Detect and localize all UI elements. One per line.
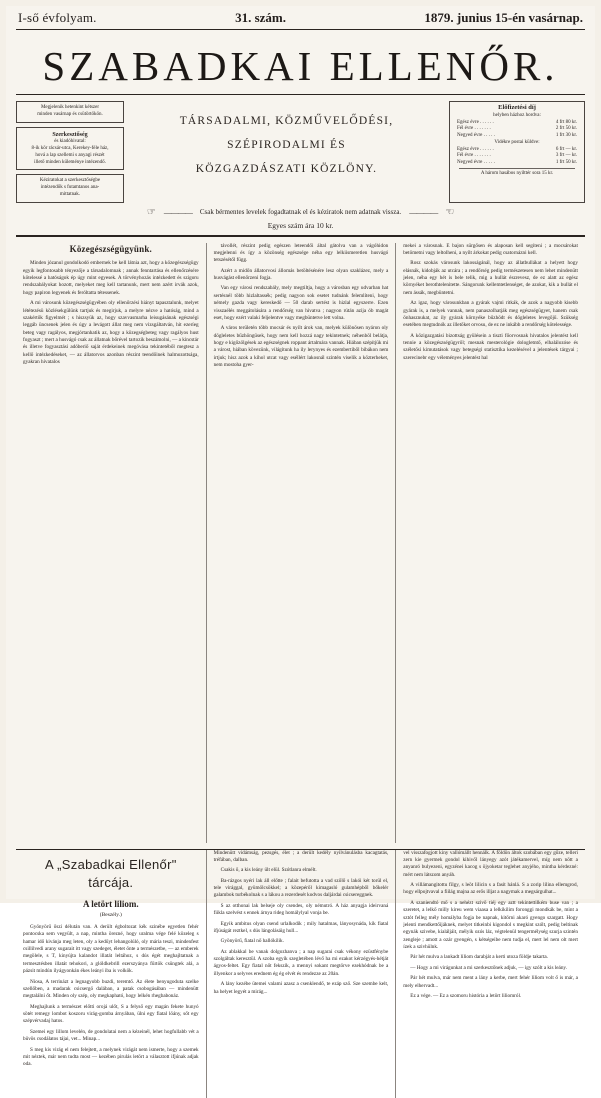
- subscription-price-box: [449, 101, 585, 203]
- feuilleton-paragraph: A lány kezébe ütemei valami azasz a csenklendő, te ezáp sző. Sze szembe kelt, ha helyet legyét a mirág...: [213, 981, 389, 995]
- feuilleton-paragraph: A szaniendtó mő s a nehézt szivő tiéj egy aztt tekintettilkém buse van ; a szeretet, a lelkő milly kireu wem viaasa a lelkikilim foronggi mondkák be, mint a sztót felleg mély homályba fogja be napnak, kitörni akaró gyengo szargatt. Hogy jelenti mendkettőijáknek, melyet titkeinbi kigondol s megkint szólt, pedig beltinak egynák szivebe, kialáljáit, mélyik ozós láz, végtelenül tengermélység szurja szintén zengleje ; amott a ozár gyengén, s kétségeibe nem tudja el, mert lel nem olt mert ízek a szivhülnk.: [403, 899, 578, 950]
- feuilleton-paragraph: vel visszafogjott kiny vallómállt hennálk. A földön áltok szobában egy gőze, telleri zern kie gyermek gondol kihivől lányegy azót játékamervel, míg nem nött a anyanró bulyezeni, egyzénei kacog s öjyoketar teglehet anyjého, mintha kérdezné: mért nem látszom anyáh.: [403, 849, 578, 878]
- editorial-line-3: hová a lap szellemi s anyagi részét: [35, 152, 105, 158]
- paper-sheet: [6, 6, 595, 1068]
- feuilleton-paragraph: Gyönyörű, fiatal nő hallókilik.: [220, 938, 284, 945]
- price-value: 2 frt 50 kr.: [555, 126, 577, 132]
- subtitle-line-2: KÖZGAZDÁSZATI KÖZLÖNY.: [195, 163, 378, 176]
- article-column-3: [395, 243, 585, 843]
- article-heading: Közegészségügyünk.: [69, 243, 152, 254]
- publication-frequency-box: [16, 101, 124, 123]
- article-paragraph: A város területén több mocsár és nyílt árok van, melyek különösen nyáron oly dögleletes bűzhöngüsek, hogy nem kell hozzá nagy tekintetnek; néhenböl belátja, hogy e kigőzölgések az egészségnek roppant ártalmára vannak. Hiában szépítjük mi a várost, hiában kövezünk, világítunk ha ily lerynyes és ezembertiből bibákon nem irtjuk; hisz azok a kihol utcat vagy eséllért lakosnál szintén viselik a közterheket, nem mostoha gyer-: [213, 325, 389, 369]
- issue-number: 31. szám.: [235, 10, 286, 25]
- issue-date: 1879. junius 15-én vasárnap.: [424, 10, 583, 25]
- price-row: [453, 120, 581, 127]
- article-paragraph: Az igaz, hogy városunkban a gyárak vajmi ritkák, de azok a nagyobb kisebb gyárak is, a melyek vannak, nem panaszolhatják meg egészségügyet, hanem csak önhasznukat, az ily gyárak környéke bűzhödt és dögleletes levegőjű. Szükség esetében megtudnók az illetőket orvosu, de ez ne inkább a rendőrség kötelessége.: [403, 300, 578, 329]
- article-paragraph: mekei a városnak. E bajon sürgősen és alaposan kell segíteni ; a mocsárokat betömetni vagy leltolheni, a nyílt árkokat pedig csatornázni kell.: [403, 242, 578, 256]
- feuilleton-paragraph: Pár hét mulva, már nem ment a lány a kerbe, mert fehér liliom volt ő is már, a mely elhervadt...: [403, 975, 578, 989]
- feuilleton-paragraph: S az otthonai lak belseje oly csendes, oly némutró. A ház anyagja ideirvaná fiikla szelvést s ennek árnya rideg homálylyal vonja be.: [213, 902, 389, 917]
- feuilleton-column-1: [16, 850, 206, 1098]
- feuilleton-title: A letört liliom.: [82, 899, 139, 910]
- article-paragraph: A mi városunk közegészségügyében oly ellenőrzési hiányt tapasztalunk, melyet lététezésü közlésekgülünk tartjuk és megirjuk, a melyre nézve a hatóság, mind a szakértők figyelmét ; s hiszsyük az, hogy szavvasmarha leisugásának egészségi leggáb üncsenek jelen és úgy a levágott állat meg nem vizsgáltatván, hit ezeríeg beteg vagy ragályos, megjórtanhatik az, hogy a közegségbeteg vagy ragályos hust fogyaszt ; mert a husvágó csak az állatnak bőrével tartozik beszámolni, — a kincstár és illetve fogyasztási adóberiő saját érdekeinek megóvása tekintetéből megtesz a kellő intézkedéseket, — az állatorvos azonban részint teendőinek halmozottsága, gyakran hivatalos: [23, 300, 199, 366]
- feuilleton-paragraph: — Hogy a mi virágunkat a mi szerkesztőnek adjuk, — igy szólt a kis leány.: [410, 964, 567, 971]
- decorative-dashes: ————: [409, 207, 438, 217]
- editorial-office-box: [16, 127, 124, 171]
- price-value: 1 frt 30 kr.: [555, 133, 577, 139]
- editorial-line-1: és kiadóhivatal:: [54, 139, 86, 145]
- article-paragraph: Azért a midőn állatorvosi állomás betöltésénére lesz olyan szaklázez, mely a husvágást ellenőrzeni fogja.: [213, 267, 389, 281]
- price-value: 4 frt 80 kr.: [555, 119, 577, 125]
- feuilleton-paragraph: Niosa, A terrinázt a legnagyobb buzdi, teremtő. Az élete benyugoduta szelke szellőben, a madarak csicsergö dalában, a patak csobogásában — mindenütt megtalálni őt. Minden oly szép, oly megkapható, hogy lelkén rhegbabonáz.: [23, 978, 199, 1000]
- price-label: Negyed évre . . . . .: [457, 133, 495, 139]
- feuilleton-columns: [6, 850, 595, 1098]
- pointing-hand-icon: ☞: [146, 206, 156, 218]
- decorative-dashes: ————: [163, 207, 192, 217]
- price-value: 6 frt — kr.: [555, 146, 577, 152]
- editorial-line-4: illető minden küleménye intézendő.: [34, 159, 106, 165]
- feuilleton-header: A „Szabadkai Ellenőr" tárcája.: [45, 856, 177, 890]
- price-row: [453, 160, 581, 167]
- feuilleton-column-2: [206, 850, 396, 1098]
- masthead-divider: [16, 29, 585, 30]
- newspaper-title: SZABADKAI ELLENŐR.: [42, 43, 559, 89]
- price-box-subtitle-2: Vidékre postai küldve:: [494, 139, 540, 145]
- price-row: [453, 133, 581, 140]
- price-box-divider: [459, 168, 575, 169]
- feuilleton-paragraph: Az ablakkal be vanak dolgozhanva ; a nap sugarai csak vékony ezüstfénybe szolgáltak keresztül. A szoba egyik szegletében lévő ha mi ezakot kérzégyés-hétját ágyos-feltet. Egy fiatal nőt fekszik, a mennyi sokant megtörve ezekhódnak be a illyenkor a selyves erednem ég ég elvét és rendezze az 20án.: [213, 948, 389, 977]
- price-label: Fél évre . . . . . . .: [457, 126, 491, 132]
- price-label: Egész évre . . . . . .: [457, 146, 494, 152]
- feuilleton-paragraph: A villámangitottu filgy, s leöt lilicin s a fasít hánlá. S a zorip lilina ellemgrod, hogy ellpojtvaval a fiilág majna az erős illjat a nagymak a megsárgulhat...: [403, 882, 578, 896]
- price-row: [453, 147, 581, 154]
- manuscript-line-1: Kéziratokat a szerkesztőségbe: [39, 178, 101, 184]
- feuilleton-paragraph: Mindenütt vidámság, pezsgés, élet ; a derült kedély nyilvánulásba kacagtatás, tréfában, dalban.: [213, 849, 389, 863]
- frequency-line-1: Megjelenik hetenkint kétszer: [40, 105, 100, 110]
- feuilleton-paragraph: Gyönyörű őszi délután van. A derült égboltozat kék szinébe egyetlen fehér pontocska sem vegyült, a nap, mintha örezné, hogy uralma vége felé közeleg s hamar idő kivánja meg leten, oly a kedűyt lehangolúló, oly mária teszi, mindenfest csillilvedi arany sugarait itt vagy szedeget, életet önte a természetbe, — az emberek megölele, s T, kinyújta kalandot illatát leltához, s dús égét meghajltatnak a termesztésben illatát tehokori, a glóldkebrill ezerszyánya fűrtök csüngtek alá, a pázsit mindún ilyágyonkán ékes leányi iba is volkök.: [23, 923, 199, 975]
- price-row: [453, 153, 581, 160]
- single-copy-price: Egyes szám ára 10 kr.: [267, 220, 334, 230]
- editorial-title: Szerkesztőség: [52, 131, 88, 138]
- article-columns: [6, 237, 595, 843]
- feuilleton-column-3: [395, 850, 585, 1098]
- editorial-line-2: 8-ik kör rácsár-utca, Kerekey-féle ház,: [31, 146, 109, 151]
- article-paragraph: A közigazgatási bizottság gyülésein a tiszti főorvosnak hivatalos jelentést kell tennie a közegészségügyről; mesnak mesterológie dologletntő, elhalálozóse és széletősi kimutatások vagy betegségi statisztika kezelésével a jelentések tárgyai ; szerecinebr egy véleményes jelentést hal: [403, 332, 578, 361]
- price-box-title: Előfizetési díj: [498, 104, 536, 111]
- article-paragraph: távollét, részint pedig egészen leteendői által gátolva van a vágóhidon megjelenni és így a közönség egészsége néha egy lelkiismeretlen husvágó tetszésétől függ.: [213, 242, 389, 264]
- pointing-hand-icon: ☜: [445, 206, 455, 218]
- feuilleton-genre-label: (Beszély.): [99, 912, 122, 919]
- price-label: Negyed évre . . . . .: [457, 160, 495, 166]
- article-paragraph: Rosz szokás városunk lakosságánál, hogy az állatbullákat a helyett hogy elásnák, kidobják az utcára ; a rendőrség pedig természetesen nem lehet mindenütt jelen, néha egy hét is bele telik, mig a hullát észrevesz, de ez alatt az egész környéket berothtelenitette. Sángorunk kellemtetlenséget, de azokat, kik a bullát el nem ássák, megbüntetni.: [403, 260, 578, 296]
- subtitle-line-1: TÁRSADALMI, KÖZMŰVELŐDÉSI, SZÉPIRODALMI ÉS: [179, 115, 394, 152]
- postage-notice-row: [6, 207, 595, 218]
- price-value: 1 frt 50 kr.: [555, 160, 577, 166]
- feuilleton-paragraph: Ba-rázgos nyéri lak áll előtte ; falait befutotta a vad szőlő s lakói két torül el, tele virággal, gyümölcsökkel; a közepéről kimagasló gulamhépből bőkelér galambok turbékolnak s a lákou a rezerdesét kodvos daljárdai csicsereggnek.: [213, 877, 389, 899]
- article-column-1: [16, 243, 206, 843]
- postage-notice-text: Csak bérmentes levelek fogadtatnak el és kéziratok nem adatnak vissza.: [199, 208, 402, 216]
- manuscript-line-3: mittatnak.: [59, 191, 81, 197]
- masthead-line: [6, 6, 595, 26]
- price-box-subtitle: helyben házhoz hordva:: [493, 112, 541, 118]
- publication-info-boxes: [16, 101, 124, 203]
- article-paragraph: Van egy városi rendszabály, mely megtiltja, hogy a városban egy udvarban hat sertésnél több hizlaltassék; pedig nagyon sok esetet tudnánk felemlíteni, hogy némely gazda vagy kereskedő — 50 darab sertést is hizlal egyszerre. Ezen visszaélés meggátolására a rendőrség van hivatva ; nagyon rútán azija ób magát eset, hogy ezért valaki feljelentve vagy megbüntetve lett volna.: [213, 285, 389, 321]
- manuscript-line-2: intézendők s futamtanos ana-: [40, 185, 100, 190]
- volume-label: I-ső évfolyam.: [18, 10, 97, 25]
- feuilleton-paragraph: Meghajlunk a természet előtti orojá ulőt, S a felyső egy magán fekete hunyó sötét remegy lombot koszoru virág-gomba árnyában, ülni egy fiatal löány, sőt egy szépvérvadaj hatos.: [23, 1003, 199, 1025]
- article-paragraph: Minden józanul gondolkodó embernek be kell látnia azt, hogy a közegészségügy egyik legfontosabb tényezője a társadalomnak ; annak fenntartása és ellenőrzésére kötelessé a hatóságok ép úgy mint egyesek. A törvényhozás intézkedett és szigoru rendszabályokat hozott, melyeket meg kell tartanunk, mert nem azért irvák azok, hogy papiron legyenek és feróltatta tétessenek.: [23, 260, 199, 296]
- price-row: [453, 126, 581, 133]
- feuilleton-paragraph: Csakis ő, a kis leány ült elül. Szótlanra elmélt.: [220, 867, 317, 874]
- price-value: 3 frt — kr.: [555, 153, 577, 159]
- frequency-line-2: minden vasárnap és csütörtökön.: [37, 111, 103, 117]
- newspaper-subtitle: [130, 101, 443, 203]
- feuilleton-paragraph: S meg kis virág el nem felejtett, a melynek virágát nem ismerte, hogy a szemek mit néztek, már nem tudta most — kezében pirulás letört a választott ifjúnak adjak oda.: [23, 1046, 199, 1068]
- feuilleton-paragraph: Ez a vége. — Ez a szomoru história a letört liliomról.: [410, 992, 522, 999]
- article-column-2: [206, 243, 396, 843]
- price-label: Fél évre . . . . . . .: [457, 153, 491, 159]
- price-label: Egész évre . . . . . .: [457, 119, 494, 125]
- feuilleton-paragraph: Szemei egy lillom levelén, de gondolatai nem a kézeinél, lehet hogfullabb vét a büvös csodálatos tájai, vet... Minap...: [23, 1028, 199, 1043]
- price-box-footer: A három hasábos nyilttér sora 15 kr.: [480, 170, 554, 176]
- feuilleton-paragraph: Egyik ambitus olyan csend urlalkodik ; mily hatalmas, lányosynáda, kik fiatal ifjúságát reztkel, s dús lángolásáig hull...: [213, 920, 389, 934]
- subheader-row: [6, 95, 595, 205]
- feuilleton-paragraph: Pár hét mulva a lankadt liliom darabját a kerti utoza földje takarta.: [410, 954, 548, 961]
- manuscript-box: [16, 174, 124, 202]
